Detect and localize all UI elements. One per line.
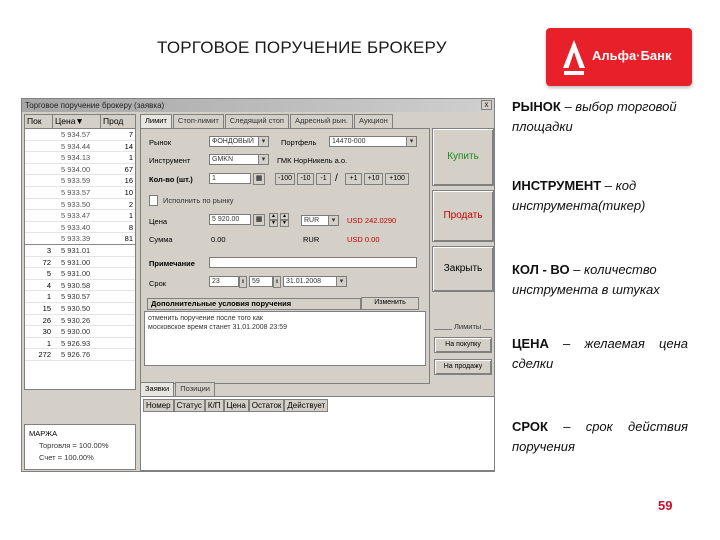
tab-positions[interactable]: Позиции — [175, 382, 215, 396]
sum-usd: USD 0.00 — [347, 235, 380, 244]
row-buy-qty — [25, 233, 53, 244]
order-book-row[interactable] — [25, 175, 135, 187]
row-buy-qty: 1 — [46, 292, 51, 302]
row-price: 5 930.00 — [61, 327, 91, 337]
tab-auction[interactable]: Аукцион — [354, 114, 393, 128]
portfolio-select[interactable]: 14470-000 ▾ — [329, 136, 417, 147]
qty-separator: / — [335, 173, 338, 184]
qty-plus-100-button[interactable]: +100 — [385, 173, 409, 185]
margin-title: МАРЖА — [29, 429, 58, 438]
row-buy-qty — [25, 141, 53, 152]
tab-negotiated[interactable]: Адресный рын. — [290, 114, 353, 128]
order-book-row[interactable] — [25, 222, 135, 234]
row-buy-qty: 5 — [46, 269, 51, 279]
order-window — [21, 98, 495, 472]
order-book-row[interactable] — [25, 164, 135, 176]
term-minutes-spin-icon[interactable]: ⇕ — [273, 276, 281, 288]
orders-tabs — [140, 382, 216, 396]
price-step-up-icon[interactable]: ▲ — [280, 213, 289, 220]
orders-table — [140, 396, 495, 471]
row-price: 5 926.93 — [61, 338, 91, 348]
sell-button[interactable]: Продать — [432, 190, 494, 242]
term-label: Срок — [149, 279, 167, 288]
row-sell-qty: 81 — [124, 234, 133, 244]
qty-label: Кол-во (шт.) — [149, 175, 193, 184]
row-sell-qty — [101, 349, 135, 360]
order-book-row[interactable] — [25, 245, 135, 257]
row-sell-qty — [101, 268, 135, 279]
header-price[interactable]: Цена▼ — [53, 115, 101, 128]
header-sell[interactable]: Прод — [103, 116, 124, 126]
price-usd: USD 242.0290 — [347, 216, 397, 225]
row-buy-qty: 272 — [38, 350, 51, 360]
order-book-row[interactable] — [25, 233, 135, 245]
term-hours-spin-icon[interactable]: ⇕ — [239, 276, 247, 288]
row-buy-qty — [25, 152, 53, 163]
annotation-price: ЦЕНА – желаемая цена сделки — [512, 336, 688, 371]
change-button[interactable]: Изменить — [361, 297, 419, 310]
row-buy-qty: 72 — [42, 257, 51, 267]
row-price: 5 933.39 — [61, 234, 91, 244]
note-line-2: московское время станет 31.01.2008 23:59 — [148, 324, 287, 331]
market-exec-checkbox[interactable] — [149, 195, 158, 206]
order-book-row[interactable] — [25, 315, 135, 327]
instrument-label: Инструмент — [149, 156, 191, 165]
term-hours-input[interactable]: 23 — [209, 276, 239, 287]
row-sell-qty: 8 — [128, 222, 133, 232]
row-buy-qty — [25, 222, 53, 233]
order-book-row[interactable] — [25, 187, 135, 199]
col-side[interactable]: К/П — [205, 399, 224, 412]
row-sell-qty — [101, 291, 135, 302]
row-price: 5 934.13 — [61, 153, 91, 163]
header-buy[interactable]: Пок — [25, 115, 53, 128]
row-buy-qty — [25, 187, 53, 198]
limits-buy-button[interactable]: На покупку — [434, 337, 492, 353]
row-price: 5 933.59 — [61, 176, 91, 186]
margin-panel — [24, 424, 136, 470]
row-sell-qty: 10 — [124, 187, 133, 197]
row-price: 5 933.50 — [61, 199, 91, 209]
margin-trading: Торговля = 100.00% — [39, 441, 109, 450]
row-price: 5 931.00 — [61, 269, 91, 279]
row-buy-qty — [25, 175, 53, 186]
order-book-header — [25, 115, 135, 129]
qty-plus-1-button[interactable]: +1 — [345, 173, 362, 185]
col-valid[interactable]: Действует — [284, 399, 328, 412]
row-sell-qty — [101, 338, 135, 349]
annotation-market: РЫНОК – выбор торговой площадки — [512, 99, 677, 134]
limits-label: Лимиты — [454, 322, 482, 331]
row-price: 5 933.57 — [61, 187, 91, 197]
row-sell-qty — [101, 326, 135, 337]
slide-title: ТОРГОВОЕ ПОРУЧЕНИЕ БРОКЕРУ — [157, 38, 447, 57]
order-book-rows — [25, 129, 135, 361]
window-title: Торговое поручение брокеру (заявка) — [25, 101, 165, 110]
tab-trailing-stop[interactable]: Следящий стоп — [225, 114, 289, 128]
row-price: 5 933.47 — [61, 211, 91, 221]
order-book-row[interactable] — [25, 280, 135, 292]
order-book-row[interactable] — [25, 129, 135, 141]
row-sell-qty — [101, 257, 135, 268]
market-label: Рынок — [149, 138, 171, 147]
price-currency-select[interactable]: RUR ▾ — [301, 215, 339, 226]
logo-text: Альфа·Банк — [592, 48, 672, 63]
qty-input[interactable]: 1 — [209, 173, 251, 184]
row-price: 5 930.26 — [61, 315, 91, 325]
close-icon[interactable]: x — [481, 100, 492, 110]
order-book-row[interactable] — [25, 152, 135, 164]
row-buy-qty: 4 — [46, 280, 51, 290]
close-button[interactable]: Закрыть — [432, 246, 494, 292]
qty-minus-10-button[interactable]: -10 — [297, 173, 314, 185]
row-sell-qty — [101, 315, 135, 326]
row-buy-qty: 1 — [46, 338, 51, 348]
row-sell-qty — [101, 280, 135, 291]
col-status[interactable]: Статус — [174, 399, 205, 412]
price-label: Цена — [149, 217, 168, 226]
calculator-icon[interactable]: ▦ — [253, 173, 265, 185]
price-input[interactable]: 5 920.00 — [209, 214, 251, 225]
alfa-letter-icon — [560, 38, 588, 78]
row-price: 5 934.44 — [61, 141, 91, 151]
row-sell-qty — [101, 245, 135, 256]
orders-table-header — [143, 399, 328, 412]
order-book-row[interactable] — [25, 141, 135, 153]
order-conditions-note — [144, 311, 426, 366]
col-price[interactable]: Цена — [224, 399, 249, 412]
page-number: 59 — [658, 498, 673, 513]
row-buy-qty — [25, 210, 53, 221]
price-step-down-icon[interactable]: ▼ — [280, 220, 289, 227]
order-book-row[interactable] — [25, 257, 135, 269]
row-buy-qty — [25, 164, 53, 175]
row-sell-qty: 2 — [128, 199, 133, 209]
order-book — [24, 114, 136, 390]
row-buy-qty: 3 — [46, 245, 51, 255]
row-price: 5 934.00 — [61, 164, 91, 174]
tab-orders[interactable]: Заявки — [140, 382, 174, 396]
row-buy-qty: 30 — [42, 327, 51, 337]
annotation-instrument: ИНСТРУМЕНТ – код инструмента(тикер) — [512, 178, 646, 213]
row-price: 5 931.00 — [61, 257, 91, 267]
instrument-select[interactable]: GMKN ▾ — [209, 154, 269, 165]
comment-input[interactable] — [209, 257, 417, 268]
order-book-row[interactable] — [25, 338, 135, 350]
row-sell-qty: 1 — [128, 153, 133, 163]
order-book-row[interactable] — [25, 303, 135, 315]
comment-label: Примечание — [149, 259, 195, 268]
annotation-term: СРОК – срок действия поручения — [512, 419, 688, 454]
row-buy-qty — [25, 129, 53, 140]
row-sell-qty: 1 — [128, 211, 133, 221]
col-number[interactable]: Номер — [143, 399, 174, 412]
row-price: 5 934.57 — [61, 130, 91, 139]
order-book-row[interactable] — [25, 291, 135, 303]
tab-limit[interactable]: Лимит — [140, 114, 172, 128]
order-book-row[interactable] — [25, 349, 135, 361]
alfa-bank-logo — [546, 28, 692, 86]
order-type-tabs — [140, 114, 394, 128]
row-price: 5 926.76 — [61, 350, 91, 360]
row-sell-qty: 16 — [124, 176, 133, 186]
price-calculator-icon[interactable]: ▦ — [253, 214, 265, 226]
qty-minus-1-button[interactable]: -1 — [316, 173, 331, 185]
annotation-qty: КОЛ - ВО – количество инструмента в штуках — [512, 262, 660, 297]
row-buy-qty: 15 — [42, 303, 51, 313]
row-sell-qty: 14 — [124, 141, 133, 151]
buy-button[interactable]: Купить — [432, 128, 494, 186]
instrument-name: ГМК НорНикель а.о. — [277, 156, 348, 165]
row-price: 5 933.40 — [61, 222, 91, 232]
term-date-select[interactable]: 31.01.2008 ▾ — [283, 276, 347, 287]
sum-currency: RUR — [303, 235, 320, 244]
price-down-icon[interactable]: ▼ — [269, 220, 278, 227]
row-buy-qty — [25, 199, 53, 210]
term-minutes-input[interactable]: 59 — [249, 276, 273, 287]
market-select[interactable]: ФОНДОВЫЙ ▾ — [209, 136, 269, 147]
market-exec-label: Исполнить по рынку — [163, 196, 234, 205]
tab-stop-limit[interactable]: Стоп-лимит — [173, 114, 224, 128]
row-sell-qty: 67 — [124, 164, 133, 174]
order-book-row[interactable] — [25, 326, 135, 338]
order-book-row[interactable] — [25, 268, 135, 280]
order-book-row[interactable] — [25, 210, 135, 222]
qty-plus-10-button[interactable]: +10 — [364, 173, 383, 185]
order-book-row[interactable] — [25, 199, 135, 211]
margin-account: Счет = 100.00% — [39, 453, 94, 462]
qty-minus-100-button[interactable]: -100 — [275, 173, 295, 185]
portfolio-label: Портфель — [281, 138, 317, 147]
row-price: 5 930.50 — [61, 303, 91, 313]
row-sell-qty — [101, 303, 135, 314]
row-sell-qty: 7 — [128, 130, 133, 139]
sum-label: Сумма — [149, 235, 173, 244]
row-price: 5 930.57 — [61, 292, 91, 302]
extra-conditions-label: Дополнительные условия поручения — [147, 298, 361, 310]
window-titlebar — [22, 99, 494, 112]
limits-sell-button[interactable]: На продажу — [434, 359, 492, 375]
col-remaining[interactable]: Остаток — [249, 399, 285, 412]
row-price: 5 931.01 — [61, 245, 91, 255]
sum-value: 0.00 — [211, 235, 226, 244]
price-up-icon[interactable]: ▲ — [269, 213, 278, 220]
row-price: 5 930.58 — [61, 280, 91, 290]
row-buy-qty: 26 — [42, 315, 51, 325]
note-line-1: отменить поручение после того как — [148, 315, 263, 322]
